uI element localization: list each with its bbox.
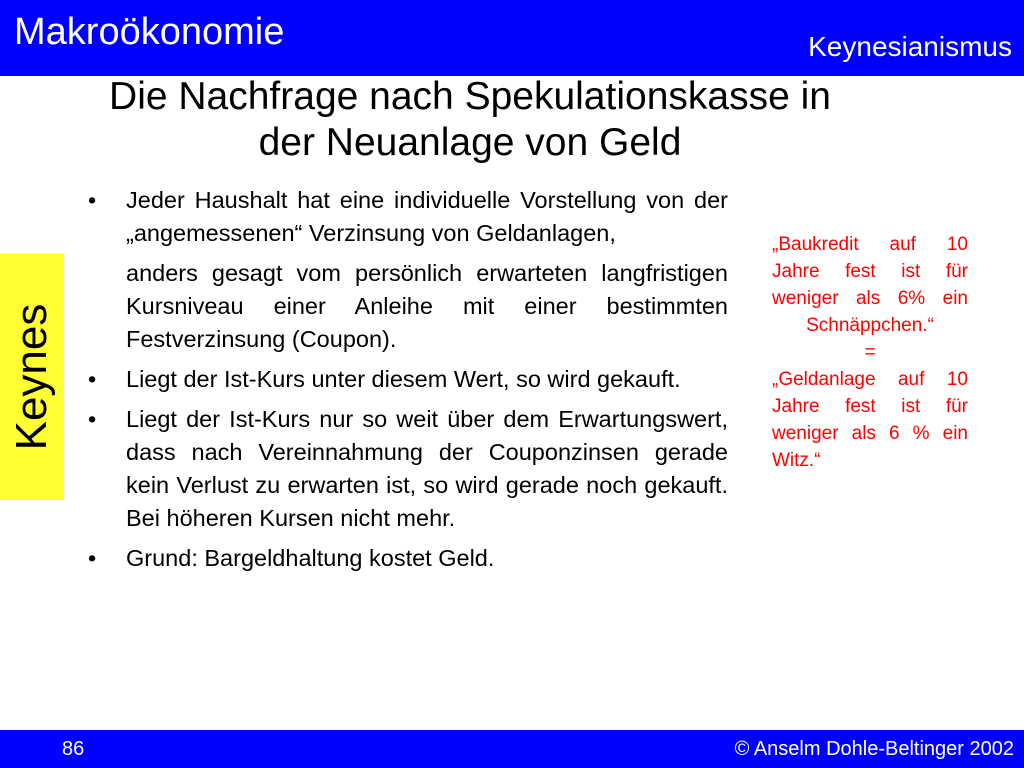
side-note-line: Schnäppchen.“ bbox=[806, 315, 934, 336]
footer-bar bbox=[0, 730, 1024, 768]
side-note-line: weniger als 6 % ein bbox=[772, 423, 968, 444]
bullet-icon: • bbox=[88, 545, 97, 571]
list-item bbox=[88, 403, 728, 535]
list-item-text: Jeder Haushalt hat eine individuelle Vorstellung von der „angemessenen“ Verzinsung von Geldanlagen, bbox=[126, 187, 728, 246]
page-number: 86 bbox=[62, 738, 85, 760]
course-title: Makroökonomie bbox=[14, 11, 285, 53]
list-item-text: Liegt der Ist-Kurs nur so weit über dem Erwartungswert, dass nach Vereinnahmung der Couponzinsen gerade kein Verlust zu erwarten ist, so wird gerade noch gekauft. Bei höheren Kursen nicht mehr. bbox=[126, 406, 728, 531]
slide-title-line-2: der Neuanlage von Geld bbox=[258, 121, 682, 164]
list-item-text: Liegt der Ist-Kurs unter diesem Wert, so wird gekauft. bbox=[126, 366, 681, 392]
list-item-text: anders gesagt vom persönlich erwarteten langfristigen Kursniveau einer Anleihe mit einer bestimmten Festverzinsung (Coupon). bbox=[126, 260, 728, 352]
side-note-line: Witz.“ bbox=[772, 450, 821, 471]
side-note-line: „Baukredit auf 10 bbox=[772, 234, 968, 255]
side-note-line: Jahre fest ist für bbox=[772, 261, 968, 282]
topic-label: Keynesianismus bbox=[808, 31, 1012, 62]
list-item bbox=[88, 542, 728, 575]
bullet-icon: • bbox=[88, 406, 97, 432]
side-note-line: Jahre fest ist für bbox=[772, 396, 968, 417]
side-tab bbox=[0, 254, 64, 500]
header-bar bbox=[0, 0, 1024, 76]
copyright-text: © Anselm Dohle-Beltinger 2002 bbox=[734, 738, 1014, 760]
side-note-line: weniger als 6% ein bbox=[772, 288, 968, 309]
side-note bbox=[772, 231, 968, 474]
list-item bbox=[88, 184, 728, 250]
slide-title-line-1: Die Nachfrage nach Spekulationskasse in bbox=[109, 75, 831, 118]
bullet-list bbox=[88, 184, 728, 582]
list-item-continuation bbox=[88, 257, 728, 356]
side-tab-label: Keynes bbox=[7, 303, 56, 451]
list-item bbox=[88, 363, 728, 396]
bullet-icon: • bbox=[88, 366, 97, 392]
slide-title bbox=[60, 74, 880, 166]
side-note-line: „Geldanlage auf 10 bbox=[772, 369, 968, 390]
bullet-icon: • bbox=[88, 187, 97, 213]
side-note-equals: = bbox=[864, 342, 876, 363]
list-item-text: Grund: Bargeldhaltung kostet Geld. bbox=[126, 545, 495, 571]
